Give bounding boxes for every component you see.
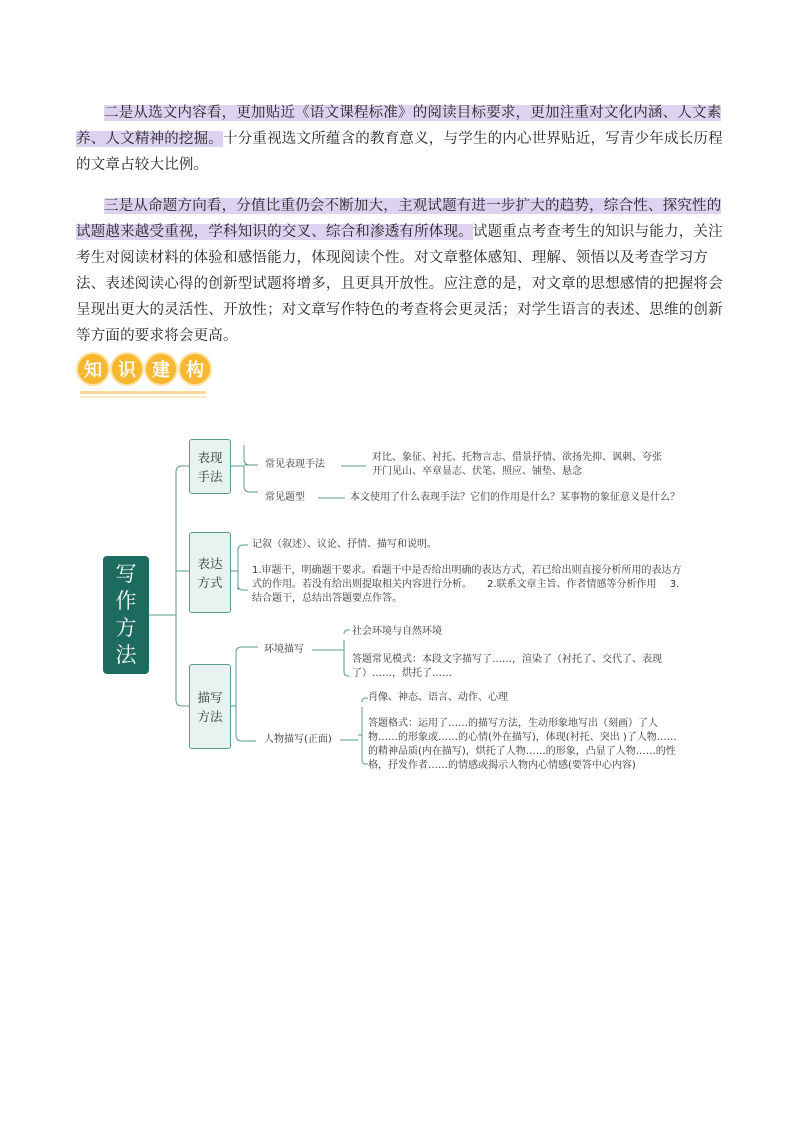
node-label: 手法 — [197, 468, 223, 484]
node-description-methods — [189, 664, 231, 749]
common-questions-label: 常见题型 — [265, 492, 305, 503]
body-text: 十分重视选文所蕴含的教育意义，与学生的内心世界贴近，写青少年成长历程的文章占较大比例。 — [76, 131, 723, 173]
highlighted-text: 二是从选文内容看，更加贴近《语文课程标准》的阅读目标要求，更加注重对文化内涵、人文素养、人文精神的挖掘。 — [76, 105, 722, 147]
techniques-list-line2: 开门见山、卒章显志、伏笔、照应、铺垫、悬念 — [372, 466, 582, 477]
node-label: 表达 — [197, 555, 223, 571]
badge-char: 识 — [112, 354, 142, 384]
highlighted-text: 三是从命题方向看，分值比重仍会不断加大，主观试题有进一步扩大的趋势，综合性、探究性的试题越来越受重视，学科知识的交叉、综合和渗透有所体现。 — [76, 198, 722, 240]
root-char: 作 — [115, 589, 137, 613]
badge-underline — [80, 391, 206, 394]
common-questions-text: 本文使用了什么表现手法？它们的作用是什么？某事物的象征意义是什么？ — [350, 492, 680, 503]
paragraph-question-trend — [76, 193, 736, 349]
environment-description-label: 环境描写 — [264, 644, 304, 655]
node-label: 描写 — [197, 689, 223, 705]
character-description-label: 人物描写(正面) — [264, 734, 332, 745]
root-char: 方 — [115, 616, 137, 640]
expression-modes-steps: 1.审题干，明确题干要求。看题干中是否给出明确的表达方式，若已给出则直接分析所用的表达方式的作用。若没有给出则提取相关内容进行分析。 2.联系文章主旨、作者情感等分析作用 3.结合题干，总结出答题要点作答。 — [252, 565, 682, 604]
node-label: 方式 — [197, 574, 223, 590]
paragraph-content-trend — [76, 100, 736, 178]
badge-underline — [80, 396, 206, 398]
environment-types: 社会环境与自然环境 — [352, 626, 442, 637]
character-aspects: 肖像、神态、语言、动作、心理 — [368, 692, 508, 703]
node-label: 表现 — [197, 449, 223, 465]
section-badge — [78, 354, 210, 388]
root-char: 法 — [115, 643, 137, 667]
common-techniques-label: 常见表现手法 — [265, 459, 325, 470]
expression-modes-list: 记叙（叙述）、议论、抒情、描写和说明。 — [252, 539, 437, 550]
character-answer-format: 答题格式：运用了……的描写方法，生动形象地写出（刻画）了人物……的形象或……的心情(外在描写)，体现(衬托、突出 )了人物……的精神品质(内在描写)，烘托了人物……的形象，凸显了人物……的性格，抒发作者……的情感或揭示人物内心情感(要答中心内容) — [368, 718, 677, 771]
badge-char: 知 — [78, 354, 108, 384]
node-expression-modes — [189, 532, 231, 613]
body-text: 试题重点考查考生的知识与能力，关注考生对阅读材料的体验和感悟能力，体现阅读个性。对文章整体感知、理解、领悟以及考查学习方法、表述阅读心得的创新型试题将增多，且更具开放性。应注意的是，对文章的思想感情的把握将会呈现出更大的灵活性、开放性；对文章写作特色的考查将会更灵活；对学生语言的表述、思维的创新等方面的要求将会更高。 — [76, 224, 723, 344]
mindmap-root — [103, 556, 149, 674]
techniques-list-line1: 对比、象征、衬托、托物言志、借景抒情、欲扬先抑、讽刺、夸张 — [372, 452, 662, 463]
badge-char: 构 — [180, 354, 210, 384]
badge-char: 建 — [146, 354, 176, 384]
root-char: 写 — [115, 562, 137, 586]
node-label: 方法 — [197, 708, 223, 724]
environment-answer-pattern: 答题常见模式：本段文字描写了……，渲染了（衬托了、交代了、表现了）……，烘托了…… — [352, 654, 662, 679]
node-expression-techniques — [189, 439, 231, 494]
